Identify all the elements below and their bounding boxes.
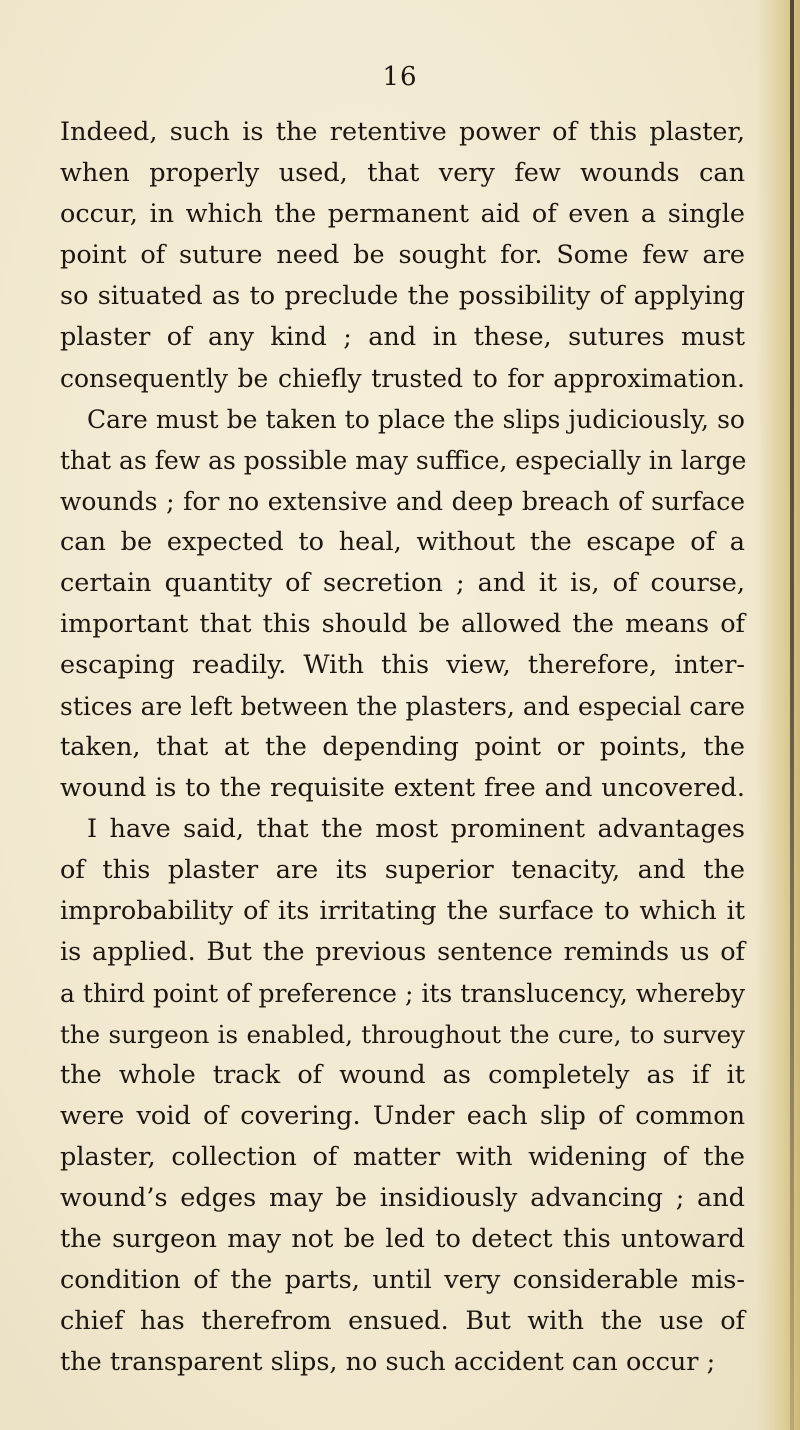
text-line: can be expected to heal, without the escape of a — [60, 527, 745, 557]
text-line: escaping readily. With this view, therefore, inter- — [60, 650, 745, 680]
text-line: I have said, that the most prominent advantages — [87, 814, 745, 844]
text-line: Indeed, such is the retentive power of this plaster, — [60, 117, 745, 147]
text-line: point of suture need be sought for. Some few are — [60, 240, 745, 270]
text-line: Care must be taken to place the slips judiciously, so — [87, 405, 745, 434]
text-line: occur, in which the permanent aid of even a single — [60, 199, 745, 229]
text-line: chief has therefrom ensued. But with the use of — [60, 1306, 745, 1336]
text-line: improbability of its irritating the surface to which it — [60, 896, 745, 926]
page-number: 16 — [382, 62, 418, 92]
text-line: wound is to the requisite extent free and uncovered. — [60, 773, 745, 803]
text-line: wound’s edges may be insidiously advancing ; and — [60, 1183, 745, 1213]
text-line: certain quantity of secretion ; and it is, of course, — [60, 568, 745, 598]
text-line: the surgeon is enabled, throughout the cure, to survey — [60, 1020, 745, 1049]
body-text — [60, 112, 745, 1383]
text-line: the transparent slips, no such accident can occur ; — [60, 1347, 716, 1377]
text-line: important that this should be allowed the means of — [60, 609, 745, 639]
text-line: is applied. But the previous sentence reminds us of — [60, 937, 745, 967]
text-line: plaster of any kind ; and in these, sutures must — [60, 322, 745, 352]
text-line: so situated as to preclude the possibility of applying — [60, 281, 745, 311]
text-line: that as few as possible may suffice, especially in large — [60, 446, 747, 475]
text-line: when properly used, that very few wounds can — [60, 158, 745, 188]
text-line: consequently be chiefly trusted to for approximation. — [60, 364, 745, 393]
text-line: taken, that at the depending point or points, the — [60, 732, 745, 762]
text-line: wounds ; for no extensive and deep breach of surface — [60, 487, 745, 516]
text-line: the whole track of wound as completely as if it — [60, 1060, 745, 1090]
text-line: condition of the parts, until very considerable mis- — [60, 1265, 745, 1295]
text-line: the surgeon may not be led to detect this untoward — [60, 1224, 745, 1254]
page-binding-shadow — [790, 0, 794, 1430]
text-line: a third point of preference ; its translucency, whereby — [60, 979, 745, 1008]
text-line: of this plaster are its superior tenacity, and the — [60, 855, 745, 885]
text-line: stices are left between the plasters, and especial care — [60, 692, 745, 721]
text-line: plaster, collection of matter with widening of the — [60, 1142, 745, 1172]
text-line: were void of covering. Under each slip of common — [60, 1101, 745, 1131]
